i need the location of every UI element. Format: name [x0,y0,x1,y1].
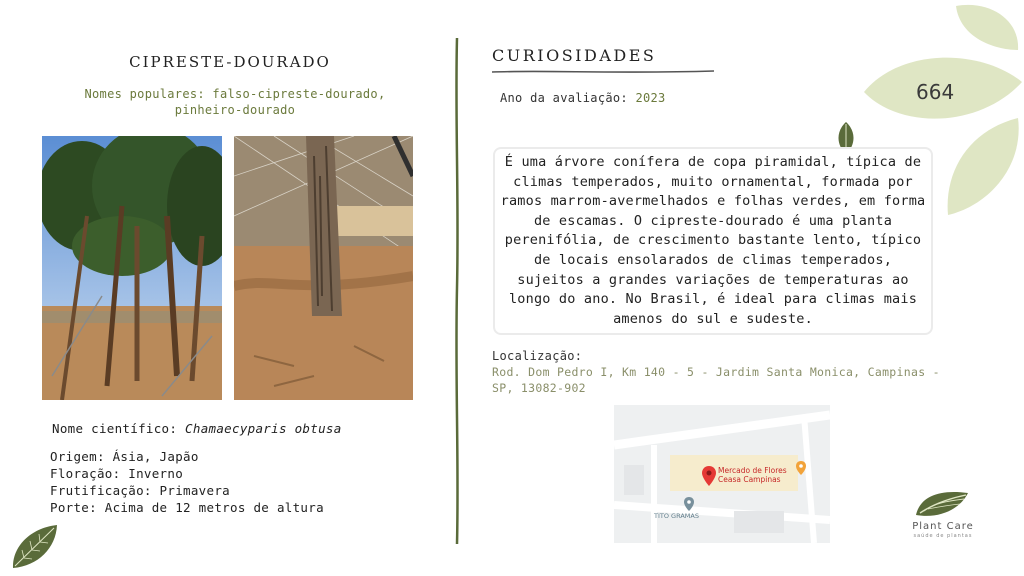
tree-photo-1 [42,136,222,400]
scientific-name-row [52,421,342,436]
description-box: É uma árvore conífera de copa piramidal, típica de climas temperados, muito ornamental, formada por ramos marrom-avermelhados e folhas verdes, em forma de escamas. O cipreste-dourado é uma planta perenifólia, de crescimento bastante lento, típico de locais ensolarados de climas temperados, sujeitos a grandes variações de temperaturas ao longo do ano. No Brasil, é ideal para climas mais amenos do sul e sudeste. [493,147,933,335]
brand-name: Plant Care [912,521,974,532]
plant-care-logo-icon [914,487,970,519]
vertical-divider [452,38,462,544]
evaluation-year-value: 2023 [635,91,666,105]
fact-flowering: Floração: Inverno [50,466,184,481]
brand-tagline: saúde de plantas [913,533,973,539]
map-pin-label [718,466,787,484]
title-underline [492,69,714,75]
store-pin-icon[interactable] [796,461,806,475]
map-pin-icon[interactable] [702,466,716,486]
map-secondary-label: TITO GRAMAS [654,512,699,520]
location-label: Localização: [492,349,583,363]
scientific-name-label: Nome científico: [52,421,178,436]
scientific-name: Chamaecyparis obtusa [185,421,342,436]
gray-pin-icon[interactable] [684,497,694,511]
map-pin-label-line1: Mercado de Flores [718,466,787,475]
badge-number: 664 [916,80,955,104]
evaluation-year-label: Ano da avaliação: [500,91,628,105]
decorative-leaf-bottom-left [10,522,60,570]
map-pin-label-line2: Ceasa Campinas [718,475,781,484]
plant-facts [50,448,324,516]
evaluation-year [500,91,666,105]
popular-names: Nomes populares: falso-cipreste-dourado, pinheiro-dourado [84,87,386,117]
location-address[interactable]: Rod. Dom Pedro I, Km 140 - 5 - Jardim Santa Monica, Campinas - SP, 13082-902 [492,365,940,395]
plant-title: CIPRESTE-DOURADO [129,53,331,71]
curiosities-title: CURIOSIDADES [492,46,657,65]
location-map[interactable] [614,405,830,543]
fact-fruiting: Frutificação: Primavera [50,483,230,498]
fact-size: Porte: Acima de 12 metros de altura [50,500,324,515]
tree-photo-2 [234,136,413,400]
fact-origin: Origem: Ásia, Japão [50,449,199,464]
